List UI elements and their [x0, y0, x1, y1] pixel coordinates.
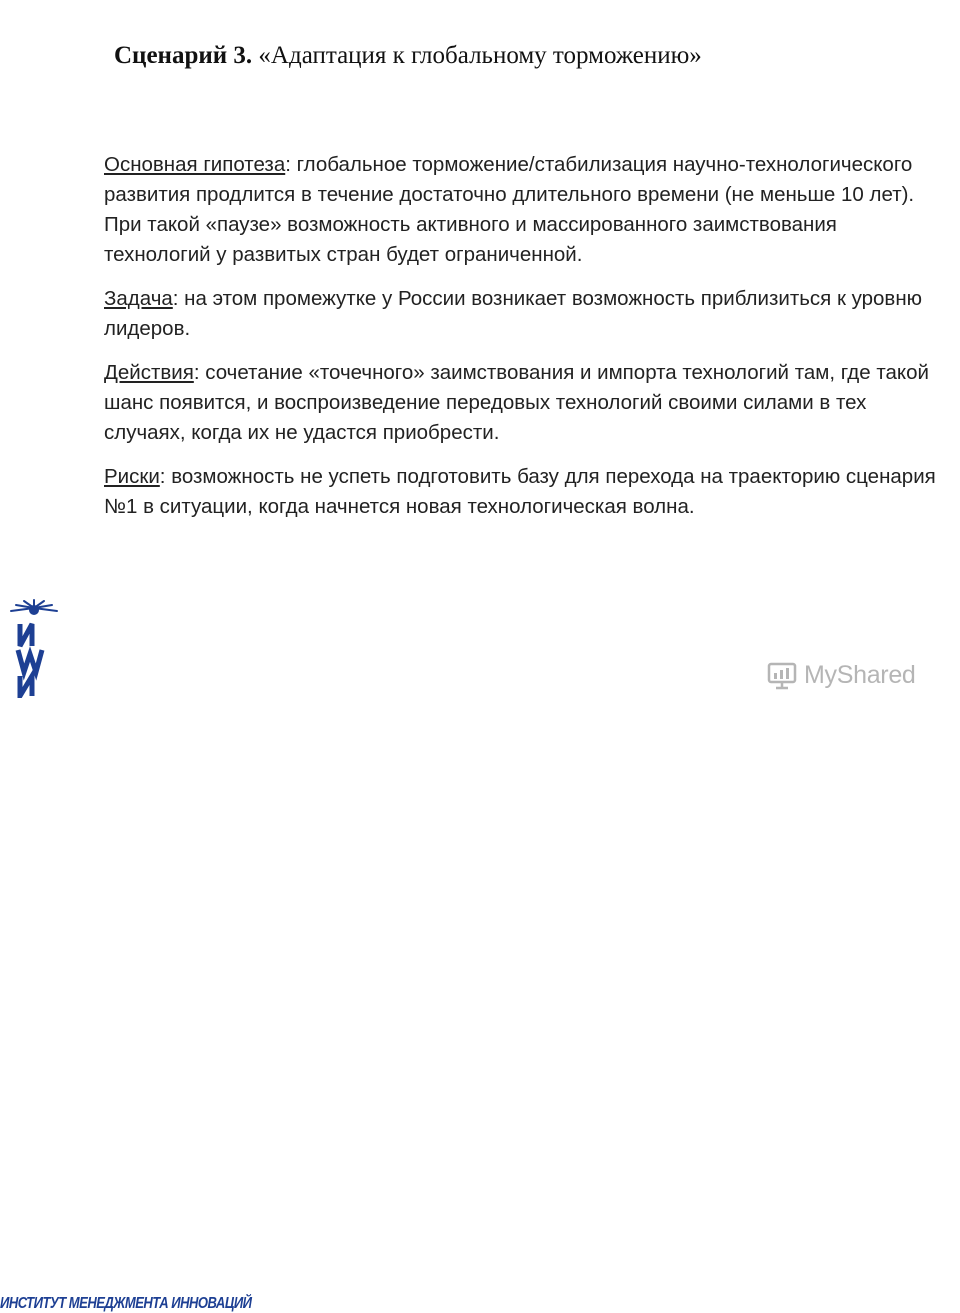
paragraph-text: : сочетание «точечного» заимствования и импорта технологий там, где такой шанс появится, и воспроизведение передовых технологий своими силами в тех случаях, когда их не удастся приобрести.: [104, 361, 929, 444]
myshared-watermark: [766, 655, 916, 695]
slide-title: [114, 42, 702, 70]
slide-body: [104, 150, 944, 536]
paragraph-risks: [104, 462, 944, 522]
imi-emblem-icon: [4, 598, 64, 698]
paragraph-actions: [104, 358, 944, 448]
watermark-text: MyShared: [804, 660, 916, 689]
paragraph-label: Риски: [104, 465, 160, 488]
paragraph-task: [104, 284, 944, 344]
title-text: «Адаптация к глобальному торможению»: [252, 42, 702, 69]
logo-caption: ИНСТИТУТ МЕНЕДЖМЕНТА ИННОВАЦИЙ: [0, 1295, 252, 1312]
paragraph-label: Задача: [104, 287, 173, 310]
paragraph-label: Действия: [104, 361, 194, 384]
paragraph-text: : возможность не успеть подготовить базу для перехода на траекторию сценария №1 в ситуации, когда начнется новая технологическая волна.: [104, 465, 936, 518]
paragraph-text: : на этом промежутке у России возникает возможность приблизиться к уровню лидеров.: [104, 287, 923, 340]
paragraph-label: Основная гипотеза: [104, 153, 286, 176]
presentation-board-icon: [766, 659, 798, 691]
institute-logo: [0, 598, 280, 1312]
title-number: Сценарий 3.: [114, 42, 253, 69]
paragraph-hypothesis: [104, 150, 944, 270]
paragraph-text: : глобальное торможение/стабилизация научно-технологического развития продлится в течение достаточно длительного времени (не меньше 10 лет). При такой «паузе» возможность активного и массированного заимствования технологий у развитых стран будет ограниченной.: [104, 153, 915, 266]
